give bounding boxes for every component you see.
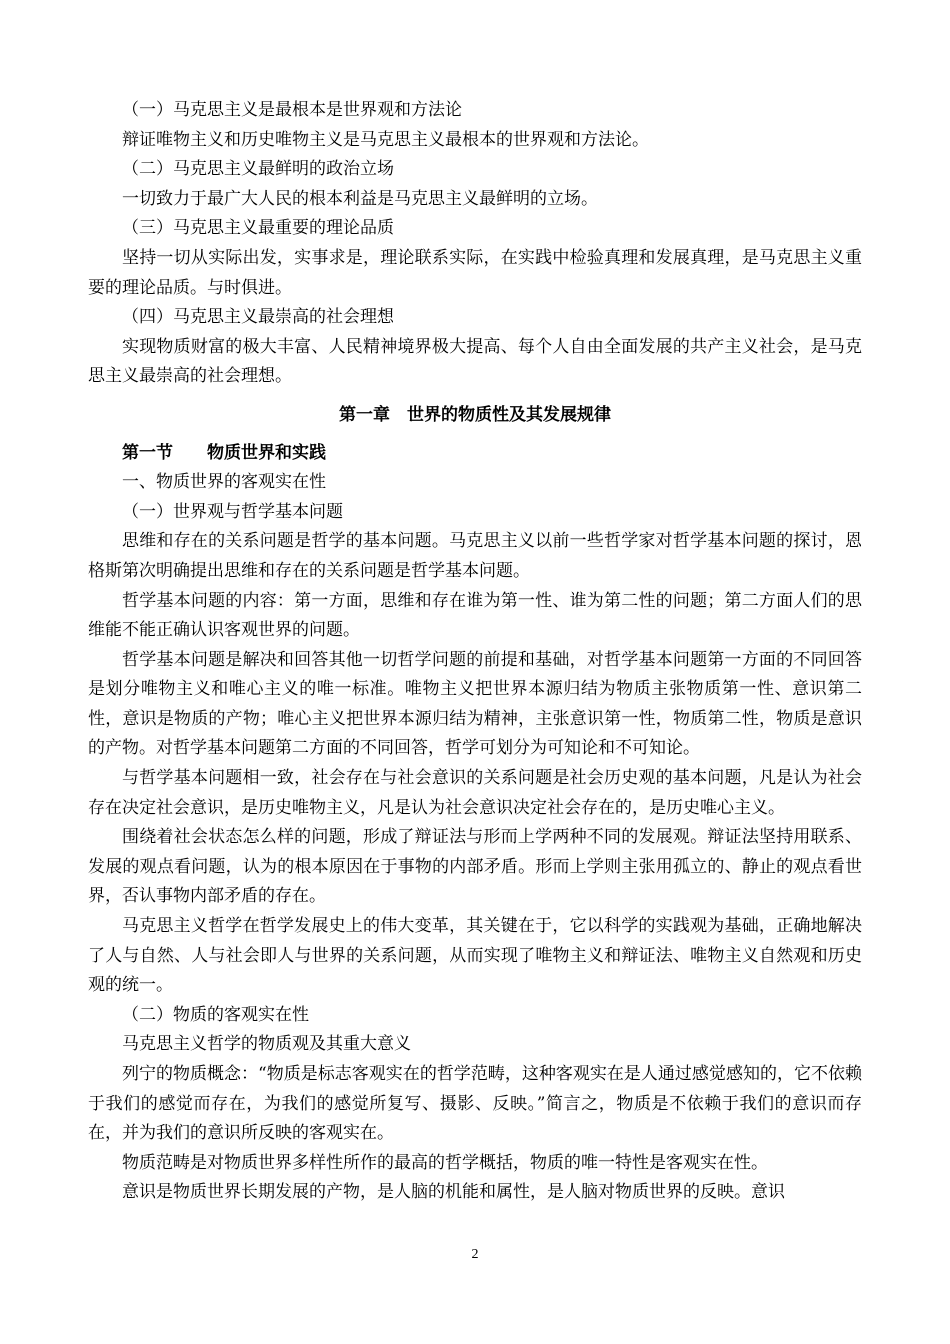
paragraph-text: 围绕着社会状态怎么样的问题，形成了辩证法与形而上学两种不同的发展观。辩证法坚持用联系、发展的观点看问题，认为的根本原因在于事物的内部矛盾。形而上学则主张用孤立的、静止的观点看世界，否认事物内部矛盾的存在。: [88, 827, 862, 907]
paragraph-text: 实现物质财富的极大丰富、人民精神境界极大提高、每个人自由全面发展的共产主义社会，是马克思主义最崇高的社会理想。: [88, 336, 862, 387]
heading-marxism-worldview: （一）马克思主义是最根本是世界观和方法论: [122, 100, 462, 120]
paragraph-text: 意识是物质世界长期发展的产物，是人脑的机能和属性，是人脑对物质世界的反映。意识: [122, 1182, 785, 1203]
paragraph-text: 列宁的物质概念：“物质是标志客观实在的哲学范畴，这种客观实在是人通过感觉感知的，它不依赖于我们的感觉而存在，为我们的感觉所复写、摄影、反映。”简言之，物质是不依赖于我们的意识而存在，并为我们的意识所反映的客观实在。: [88, 1064, 862, 1144]
heading-theoretical-quality: （三）马克思主义最重要的理论品质: [122, 218, 394, 239]
chapter-title: 第一章 世界的物质性及其发展规律: [339, 404, 611, 425]
paragraph-text: 坚持一切从实际出发，实事求是，理论联系实际，在实践中检验真理和发展真理，是马克思主义重要的理论品质。与时俱进。: [88, 247, 862, 298]
paragraph-text: 物质范畴是对物质世界多样性所作的最高的哲学概括，物质的唯一特性是客观实在性。: [122, 1152, 768, 1173]
subheading-matter-view: 马克思主义哲学的物质观及其重大意义: [122, 1034, 411, 1055]
paragraph-text: 与哲学基本问题相一致，社会存在与社会意识的关系问题是社会历史观的基本问题，凡是认为社会存在决定社会意识，是历史唯物主义，凡是认为社会意识决定社会存在的，是历史唯心主义。: [88, 768, 862, 818]
paragraph-text: 一切致力于最广大人民的根本利益是马克思主义最鲜明的立场。: [122, 188, 598, 209]
heading-social-ideal: （四）马克思主义最崇高的社会理想: [122, 307, 394, 328]
subheading-matter-reality: （二）物质的客观实在性: [122, 1004, 309, 1025]
paragraph-text: 哲学基本问题是解决和回答其他一切哲学问题的前提和基础，对哲学基本问题第一方面的不同回答是划分唯物主义和唯心主义的唯一标准。唯物主义把世界本源归结为物质主张物质第一性、意识第二性，意识是物质的产物；唯心主义把世界本源归结为精神，主张意识第一性，物质第二性，物质是意识的产物。对哲学基本问题第二方面的不同回答，哲学可划分为可知论和不可知论。: [88, 649, 862, 759]
section-heading: [88, 439, 862, 469]
section-number: 第一节: [122, 442, 173, 463]
paragraph-text: 辩证唯物主义和历史唯物主义是马克思主义最根本的世界观和方法论。: [122, 129, 649, 150]
subheading-worldview: （一）世界观与哲学基本问题: [122, 501, 343, 522]
page-number: 2: [471, 1247, 479, 1262]
paragraph-text: 思维和存在的关系问题是哲学的基本问题。马克思主义以前一些哲学家对哲学基本问题的探讨，恩格斯第次明确提出思维和存在的关系问题是哲学基本问题。: [88, 531, 862, 581]
paragraph-text: 马克思主义哲学在哲学发展史上的伟大变革，其关键在于，它以科学的实践观为基础，正确地解决了人与自然、人与社会即人与世界的关系问题，从而实现了唯物主义和辩证法、唯物主义自然观和历史观的统一。: [88, 916, 862, 996]
section-title: 物质世界和实践: [207, 442, 326, 463]
heading-political-stance: （二）马克思主义最鲜明的政治立场: [122, 159, 394, 180]
document-page: [88, 96, 862, 1208]
paragraph-text: 哲学基本问题的内容：第一方面，思维和存在谁为第一性、谁为第二性的问题；第二方面人们的思维能不能正确认识客观世界的问题。: [88, 590, 862, 641]
subheading-objective-reality: 一、物质世界的客观实在性: [122, 472, 326, 493]
